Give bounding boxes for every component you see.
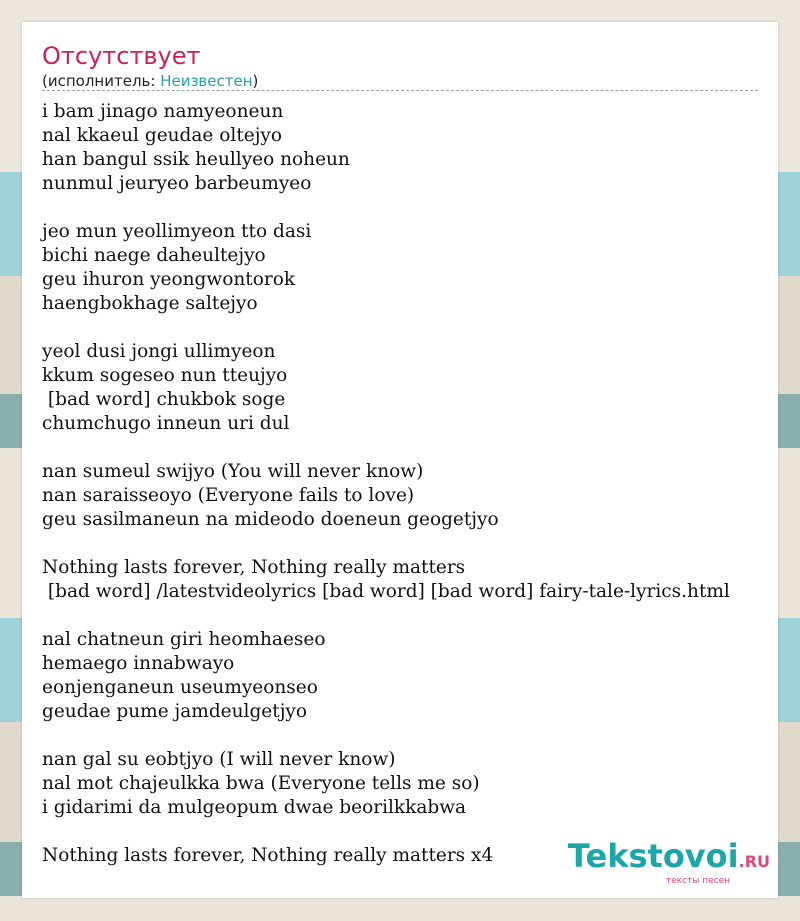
lyric-line: hemaego innabwayo <box>42 653 235 674</box>
site-logo[interactable] <box>568 839 770 886</box>
lyric-line: kkum sogeseo nun tteujyo <box>42 365 288 386</box>
lyric-line <box>42 604 730 628</box>
lyric-line: geu ihuron yeongwontorok <box>42 269 296 290</box>
lyric-line <box>42 196 730 220</box>
lyric-line <box>42 436 730 460</box>
lyrics-card <box>22 22 778 898</box>
lyric-line: [bad word] chukbok soge <box>42 389 286 410</box>
lyric-line: chumchugo inneun uri dul <box>42 413 290 434</box>
logo-tld: .RU <box>738 852 770 871</box>
lyric-line: i bam jinago namyeoneun <box>42 101 284 122</box>
lyric-line: geu sasilmaneun na mideodo doeneun geogetjyo <box>42 509 499 530</box>
lyric-line: [bad word] /latestvideolyrics [bad word] [bad word] fairy-tale-lyrics.html <box>42 581 730 602</box>
song-title: Отсутствует <box>42 42 201 70</box>
lyric-line: nan saraisseoyo (Everyone fails to love) <box>42 485 415 506</box>
lyric-line: nal kkaeul geudae oltejyo <box>42 125 283 146</box>
lyrics-text <box>42 100 730 868</box>
lyric-line: i gidarimi da mulgeopum dwae beorilkkabwa <box>42 797 467 818</box>
lyric-line: nan sumeul swijyo (You will never know) <box>42 461 424 482</box>
logo-brand <box>568 839 770 879</box>
lyric-line: nan gal su eobtjyo (I will never know) <box>42 749 396 770</box>
artist-line <box>42 71 258 91</box>
logo-brand-text: Tekstovoi <box>567 837 739 875</box>
logo-tagline: тексты песен <box>665 876 730 886</box>
artist-link[interactable]: Неизвестен <box>160 72 253 90</box>
lyric-line: nunmul jeuryeo barbeumyeo <box>42 173 312 194</box>
lyric-line: Nothing lasts forever, Nothing really matters <box>42 557 466 578</box>
lyric-line: nal mot chajeulkka bwa (Everyone tells me so) <box>42 773 480 794</box>
lyric-line: yeol dusi jongi ullimyeon <box>42 341 276 362</box>
lyric-line: haengbokhage saltejyo <box>42 293 258 314</box>
artist-suffix: ) <box>252 72 259 90</box>
lyric-line: jeo mun yeollimyeon tto dasi <box>42 221 312 242</box>
divider <box>42 90 758 91</box>
lyric-line <box>42 316 730 340</box>
artist-prefix: (исполнитель: <box>42 72 161 90</box>
lyric-line: Nothing lasts forever, Nothing really matters x4 <box>42 845 494 866</box>
lyric-line: bichi naege daheultejyo <box>42 245 266 266</box>
lyric-line <box>42 532 730 556</box>
lyric-line: eonjenganeun useumyeonseo <box>42 677 318 698</box>
lyric-line: geudae pume jamdeulgetjyo <box>42 701 308 722</box>
lyric-line: han bangul ssik heullyeo noheun <box>42 149 350 170</box>
lyric-line <box>42 724 730 748</box>
lyric-line: nal chatneun giri heomhaeseo <box>42 629 326 650</box>
